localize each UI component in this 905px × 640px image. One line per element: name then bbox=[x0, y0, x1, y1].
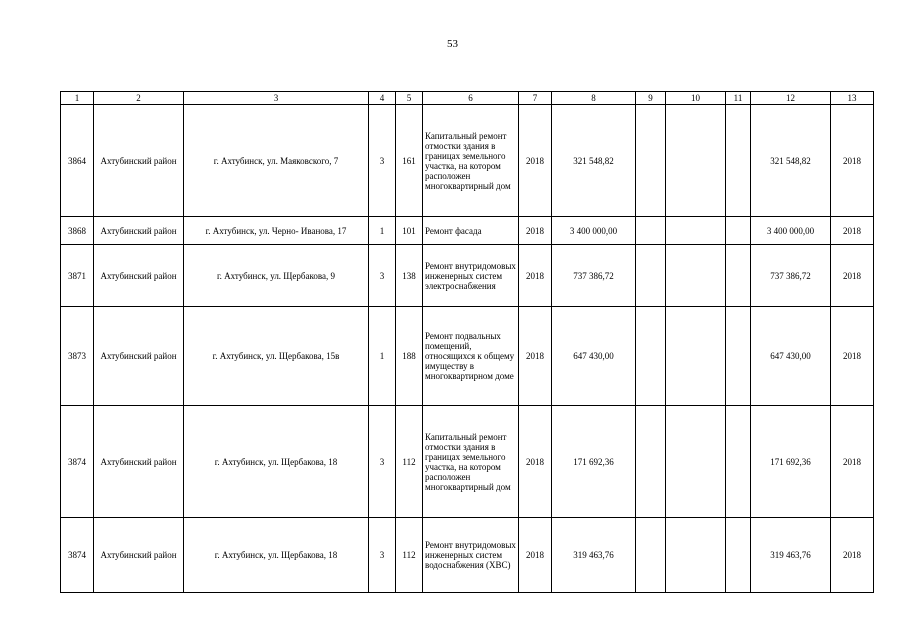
cell-col-10 bbox=[666, 307, 726, 406]
page-number: 53 bbox=[447, 38, 458, 50]
cell-col-4: 3 bbox=[369, 105, 396, 217]
cell-district: Ахтубинский район bbox=[94, 245, 184, 307]
table-row bbox=[61, 105, 874, 217]
cell-col-9 bbox=[636, 307, 666, 406]
column-number: 11 bbox=[726, 92, 751, 105]
cell-col-11 bbox=[726, 518, 751, 593]
table-row bbox=[61, 518, 874, 593]
column-number: 5 bbox=[396, 92, 423, 105]
cell-col-10 bbox=[666, 518, 726, 593]
cell-district: Ахтубинский район bbox=[94, 307, 184, 406]
column-number: 6 bbox=[423, 92, 519, 105]
cell-col-12: 171 692,36 bbox=[751, 406, 831, 518]
cell-id: 3873 bbox=[61, 307, 94, 406]
cell-year: 2018 bbox=[519, 105, 552, 217]
cell-district: Ахтубинский район bbox=[94, 406, 184, 518]
cell-year: 2018 bbox=[519, 245, 552, 307]
column-number: 1 bbox=[61, 92, 94, 105]
cell-col-12: 321 548,82 bbox=[751, 105, 831, 217]
cell-year: 2018 bbox=[519, 217, 552, 245]
cell-col-5: 112 bbox=[396, 518, 423, 593]
column-number: 12 bbox=[751, 92, 831, 105]
cell-col-4: 3 bbox=[369, 406, 396, 518]
table-row bbox=[61, 406, 874, 518]
cell-district: Ахтубинский район bbox=[94, 518, 184, 593]
cell-work-type: Ремонт подвальных помещений, относящихся к общему имуществу в многоквартирном доме bbox=[423, 307, 519, 406]
cell-col-4: 1 bbox=[369, 217, 396, 245]
column-number: 9 bbox=[636, 92, 666, 105]
cell-cost: 647 430,00 bbox=[552, 307, 636, 406]
table-row bbox=[61, 245, 874, 307]
cell-col-4: 1 bbox=[369, 307, 396, 406]
cell-address: г. Ахтубинск, ул. Щербакова, 18 bbox=[184, 406, 369, 518]
program-table bbox=[60, 91, 874, 593]
cell-work-type: Капитальный ремонт отмостки здания в границах земельного участка, на котором расположен многоквартирный дом bbox=[423, 406, 519, 518]
cell-work-type: Капитальный ремонт отмостки здания в границах земельного участка, на котором расположен многоквартирный дом bbox=[423, 105, 519, 217]
cell-col-13: 2018 bbox=[831, 406, 874, 518]
cell-work-type: Ремонт внутридомовых инженерных систем водоснабжения (ХВС) bbox=[423, 518, 519, 593]
cell-col-10 bbox=[666, 105, 726, 217]
cell-col-11 bbox=[726, 245, 751, 307]
cell-col-13: 2018 bbox=[831, 217, 874, 245]
cell-cost: 319 463,76 bbox=[552, 518, 636, 593]
cell-col-11 bbox=[726, 105, 751, 217]
cell-col-13: 2018 bbox=[831, 245, 874, 307]
cell-cost: 737 386,72 bbox=[552, 245, 636, 307]
cell-col-11 bbox=[726, 307, 751, 406]
cell-year: 2018 bbox=[519, 518, 552, 593]
cell-col-12: 647 430,00 bbox=[751, 307, 831, 406]
cell-col-5: 112 bbox=[396, 406, 423, 518]
cell-col-9 bbox=[636, 518, 666, 593]
cell-district: Ахтубинский район bbox=[94, 217, 184, 245]
column-number: 8 bbox=[552, 92, 636, 105]
cell-address: г. Ахтубинск, ул. Маяковского, 7 bbox=[184, 105, 369, 217]
cell-address: г. Ахтубинск, ул. Щербакова, 18 bbox=[184, 518, 369, 593]
cell-work-type: Ремонт внутридомовых инженерных систем электроснабжения bbox=[423, 245, 519, 307]
cell-col-12: 319 463,76 bbox=[751, 518, 831, 593]
cell-col-12: 3 400 000,00 bbox=[751, 217, 831, 245]
cell-col-9 bbox=[636, 406, 666, 518]
cell-col-10 bbox=[666, 406, 726, 518]
cell-address: г. Ахтубинск, ул. Щербакова, 15в bbox=[184, 307, 369, 406]
cell-id: 3874 bbox=[61, 518, 94, 593]
cell-cost: 171 692,36 bbox=[552, 406, 636, 518]
cell-cost: 3 400 000,00 bbox=[552, 217, 636, 245]
cell-cost: 321 548,82 bbox=[552, 105, 636, 217]
cell-col-4: 3 bbox=[369, 518, 396, 593]
cell-col-13: 2018 bbox=[831, 105, 874, 217]
cell-col-5: 101 bbox=[396, 217, 423, 245]
cell-col-10 bbox=[666, 245, 726, 307]
cell-col-11 bbox=[726, 406, 751, 518]
column-number: 13 bbox=[831, 92, 874, 105]
column-number: 7 bbox=[519, 92, 552, 105]
cell-year: 2018 bbox=[519, 307, 552, 406]
cell-col-9 bbox=[636, 217, 666, 245]
table-row bbox=[61, 217, 874, 245]
cell-col-9 bbox=[636, 105, 666, 217]
column-number: 4 bbox=[369, 92, 396, 105]
cell-col-5: 138 bbox=[396, 245, 423, 307]
cell-col-5: 161 bbox=[396, 105, 423, 217]
cell-id: 3874 bbox=[61, 406, 94, 518]
cell-col-13: 2018 bbox=[831, 307, 874, 406]
cell-district: Ахтубинский район bbox=[94, 105, 184, 217]
column-number-row bbox=[61, 92, 874, 105]
cell-id: 3864 bbox=[61, 105, 94, 217]
cell-year: 2018 bbox=[519, 406, 552, 518]
column-number: 10 bbox=[666, 92, 726, 105]
column-number: 3 bbox=[184, 92, 369, 105]
cell-id: 3871 bbox=[61, 245, 94, 307]
cell-col-13: 2018 bbox=[831, 518, 874, 593]
cell-col-5: 188 bbox=[396, 307, 423, 406]
column-number: 2 bbox=[94, 92, 184, 105]
cell-col-4: 3 bbox=[369, 245, 396, 307]
cell-id: 3868 bbox=[61, 217, 94, 245]
cell-work-type: Ремонт фасада bbox=[423, 217, 519, 245]
cell-col-9 bbox=[636, 245, 666, 307]
table-row bbox=[61, 307, 874, 406]
cell-address: г. Ахтубинск, ул. Черно- Иванова, 17 bbox=[184, 217, 369, 245]
cell-col-12: 737 386,72 bbox=[751, 245, 831, 307]
cell-col-10 bbox=[666, 217, 726, 245]
cell-col-11 bbox=[726, 217, 751, 245]
cell-address: г. Ахтубинск, ул. Щербакова, 9 bbox=[184, 245, 369, 307]
